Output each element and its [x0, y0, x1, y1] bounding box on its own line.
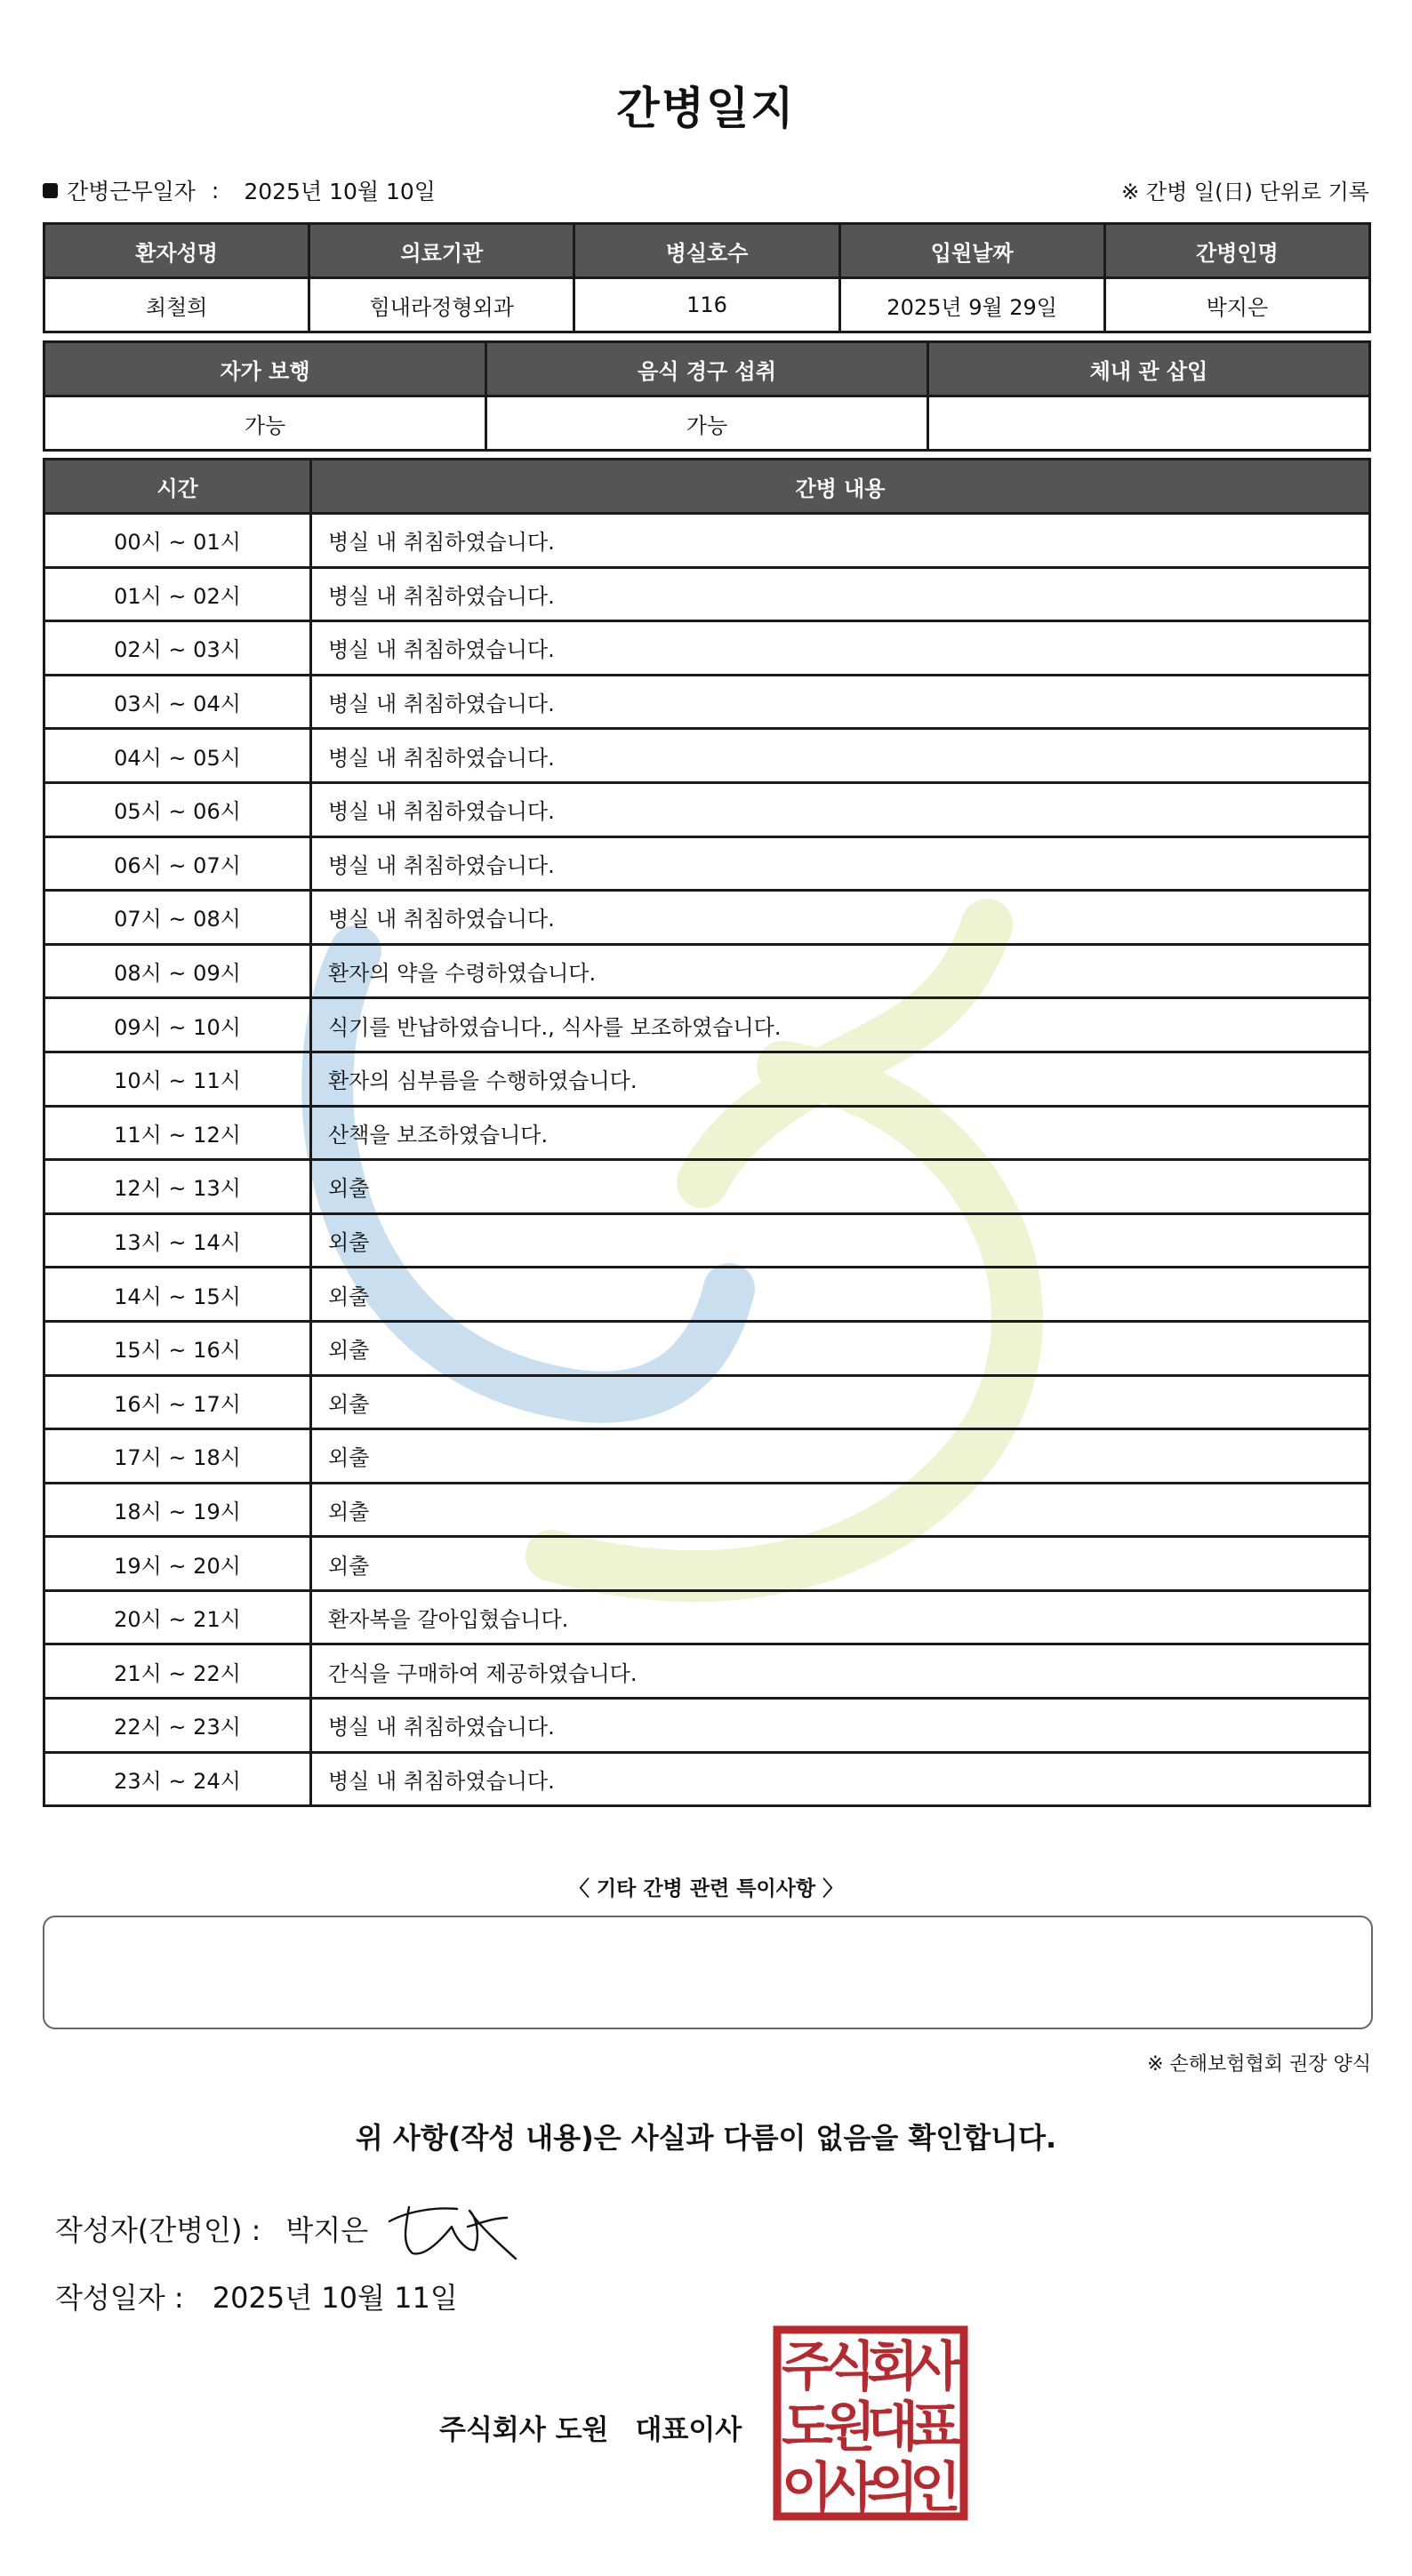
caregiver-name: 박지은: [1104, 278, 1369, 332]
table-row: [44, 1160, 1370, 1214]
oral-intake-value: 가능: [486, 396, 928, 451]
header-room-number: 병실호수: [574, 224, 839, 278]
time-cell: 00시 ~ 01시: [44, 514, 311, 568]
time-cell: 19시 ~ 20시: [44, 1537, 311, 1591]
table-row: [44, 1429, 1370, 1484]
content-cell: 병실 내 취침하였습니다.: [311, 1752, 1370, 1806]
remarks-title: 〈 기타 간병 관련 특이사항 〉: [568, 1877, 844, 1900]
content-cell: 식기를 반납하였습니다., 식사를 보조하였습니다.: [311, 998, 1370, 1052]
time-cell: 08시 ~ 09시: [44, 944, 311, 998]
bullet-icon: [43, 183, 58, 198]
time-cell: 15시 ~ 16시: [44, 1321, 311, 1375]
time-cell: 16시 ~ 17시: [44, 1375, 311, 1429]
content-cell: 환자복을 갈아입혔습니다.: [311, 1590, 1370, 1644]
header-care-content: 간병 내용: [311, 460, 1370, 514]
table-row: [44, 891, 1370, 945]
table-row: [44, 836, 1370, 891]
content-cell: 병실 내 취침하였습니다.: [311, 836, 1370, 891]
table-row: [44, 1321, 1370, 1375]
work-date-row: [43, 174, 1369, 210]
patient-info-table: [43, 222, 1371, 333]
table-row: [44, 729, 1370, 783]
writer-row: [55, 2208, 368, 2249]
time-cell: 02시 ~ 03시: [44, 621, 311, 676]
work-date-value: 2025년 10월 10일: [244, 179, 436, 204]
writer-label: 작성자(간병인) :: [55, 2213, 261, 2247]
time-cell: 13시 ~ 14시: [44, 1213, 311, 1268]
header-patient-name: 환자성명: [44, 224, 309, 278]
header-admission-date: 입원날짜: [839, 224, 1104, 278]
table-row: [44, 1052, 1370, 1106]
header-oral-intake: 음식 경구 섭취: [486, 342, 928, 396]
table-row: [44, 675, 1370, 729]
table-row: [44, 1590, 1370, 1644]
admission-date: 2025년 9월 29일: [839, 278, 1104, 332]
table-row: [44, 567, 1370, 621]
svg-text:대: 대: [867, 2396, 919, 2459]
header-hospital: 의료기관: [309, 224, 574, 278]
time-cell: 05시 ~ 06시: [44, 782, 311, 836]
content-cell: 병실 내 취침하였습니다.: [311, 1699, 1370, 1753]
content-cell: 산책을 보조하였습니다.: [311, 1106, 1370, 1160]
remarks-box[interactable]: [43, 1916, 1373, 2029]
time-cell: 11시 ~ 12시: [44, 1106, 311, 1160]
table-row: [44, 621, 1370, 676]
svg-text:의: 의: [867, 2457, 919, 2519]
table-row: [44, 944, 1370, 998]
content-cell: 외출: [311, 1483, 1370, 1537]
time-cell: 01시 ~ 02시: [44, 567, 311, 621]
time-cell: 23시 ~ 24시: [44, 1752, 311, 1806]
content-cell: 병실 내 취침하였습니다.: [311, 514, 1370, 568]
content-cell: 병실 내 취침하였습니다.: [311, 621, 1370, 676]
company-seal-stamp: [772, 2324, 969, 2522]
table-row: [44, 1213, 1370, 1268]
content-cell: 외출: [311, 1537, 1370, 1591]
content-cell: 외출: [311, 1429, 1370, 1484]
header-caregiver-name: 간병인명: [1104, 224, 1369, 278]
svg-text:주: 주: [782, 2336, 833, 2398]
content-cell: 외출: [311, 1213, 1370, 1268]
source-note: ※ 손해보험협회 권장 양식: [1147, 2053, 1371, 2076]
table-row: [44, 1537, 1370, 1591]
self-walking-value: 가능: [44, 396, 486, 451]
unit-note: ※ 간병 일(日) 단위로 기록: [1121, 180, 1369, 204]
content-cell: 병실 내 취침하였습니다.: [311, 782, 1370, 836]
content-cell: 병실 내 취침하였습니다.: [311, 729, 1370, 783]
confirmation-statement: 위 사항(작성 내용)은 사실과 다름이 없음을 확인합니다.: [355, 2121, 1057, 2155]
time-cell: 22시 ~ 23시: [44, 1699, 311, 1753]
table-row: [44, 1106, 1370, 1160]
time-cell: 06시 ~ 07시: [44, 836, 311, 891]
company-role: 대표이사: [635, 2414, 742, 2446]
svg-text:표: 표: [910, 2396, 961, 2459]
writer-name: 박지은: [285, 2213, 369, 2247]
table-row: [44, 1483, 1370, 1537]
company-signature-line: [439, 2407, 742, 2447]
time-cell: 18시 ~ 19시: [44, 1483, 311, 1537]
svg-text:도: 도: [782, 2396, 833, 2459]
time-cell: 20시 ~ 21시: [44, 1590, 311, 1644]
time-cell: 10시 ~ 11시: [44, 1052, 311, 1106]
write-date-label: 작성일자 :: [55, 2281, 184, 2315]
time-cell: 04시 ~ 05시: [44, 729, 311, 783]
time-cell: 21시 ~ 22시: [44, 1644, 311, 1699]
table-row: [44, 782, 1370, 836]
table-row: [44, 1752, 1370, 1806]
table-row: [44, 1268, 1370, 1322]
write-date-value: 2025년 10월 11일: [212, 2281, 458, 2315]
work-date-label: 간병근무일자: [67, 179, 196, 204]
table-row: [44, 1699, 1370, 1753]
room-number: 116: [574, 278, 839, 332]
header-tube-insertion: 체내 관 삽입: [928, 342, 1370, 396]
company-name: 주식회사 도원: [439, 2414, 609, 2446]
table-row: [44, 1375, 1370, 1429]
svg-text:인: 인: [910, 2457, 961, 2519]
signature-icon: [382, 2191, 525, 2262]
patient-status-table: [43, 340, 1371, 452]
work-date-separator: :: [211, 177, 220, 204]
table-row: [44, 514, 1370, 568]
write-date-row: [55, 2276, 458, 2316]
patient-name: 최철희: [44, 278, 309, 332]
tube-insertion-value: [928, 396, 1370, 451]
time-cell: 14시 ~ 15시: [44, 1268, 311, 1322]
time-cell: 07시 ~ 08시: [44, 891, 311, 945]
svg-text:회: 회: [867, 2336, 919, 2398]
time-cell: 17시 ~ 18시: [44, 1429, 311, 1484]
svg-text:사: 사: [824, 2457, 876, 2519]
table-row: [44, 1644, 1370, 1699]
content-cell: 환자의 약을 수령하였습니다.: [311, 944, 1370, 998]
content-cell: 외출: [311, 1321, 1370, 1375]
table-row: [44, 998, 1370, 1052]
content-cell: 외출: [311, 1160, 1370, 1214]
content-cell: 외출: [311, 1268, 1370, 1322]
content-cell: 병실 내 취침하였습니다.: [311, 891, 1370, 945]
content-cell: 외출: [311, 1375, 1370, 1429]
care-log-table: [43, 458, 1371, 1807]
time-cell: 03시 ~ 04시: [44, 675, 311, 729]
svg-text:사: 사: [910, 2336, 961, 2398]
time-cell: 09시 ~ 10시: [44, 998, 311, 1052]
svg-text:이: 이: [782, 2457, 833, 2519]
hospital-name: 힘내라정형외과: [309, 278, 574, 332]
header-self-walking: 자가 보행: [44, 342, 486, 396]
page-title: 간병일지: [616, 83, 796, 134]
svg-text:식: 식: [824, 2336, 876, 2398]
content-cell: 병실 내 취침하였습니다.: [311, 567, 1370, 621]
time-cell: 12시 ~ 13시: [44, 1160, 311, 1214]
content-cell: 환자의 심부름을 수행하였습니다.: [311, 1052, 1370, 1106]
svg-text:원: 원: [824, 2396, 876, 2459]
content-cell: 병실 내 취침하였습니다.: [311, 675, 1370, 729]
content-cell: 간식을 구매하여 제공하였습니다.: [311, 1644, 1370, 1699]
header-time: 시간: [44, 460, 311, 514]
